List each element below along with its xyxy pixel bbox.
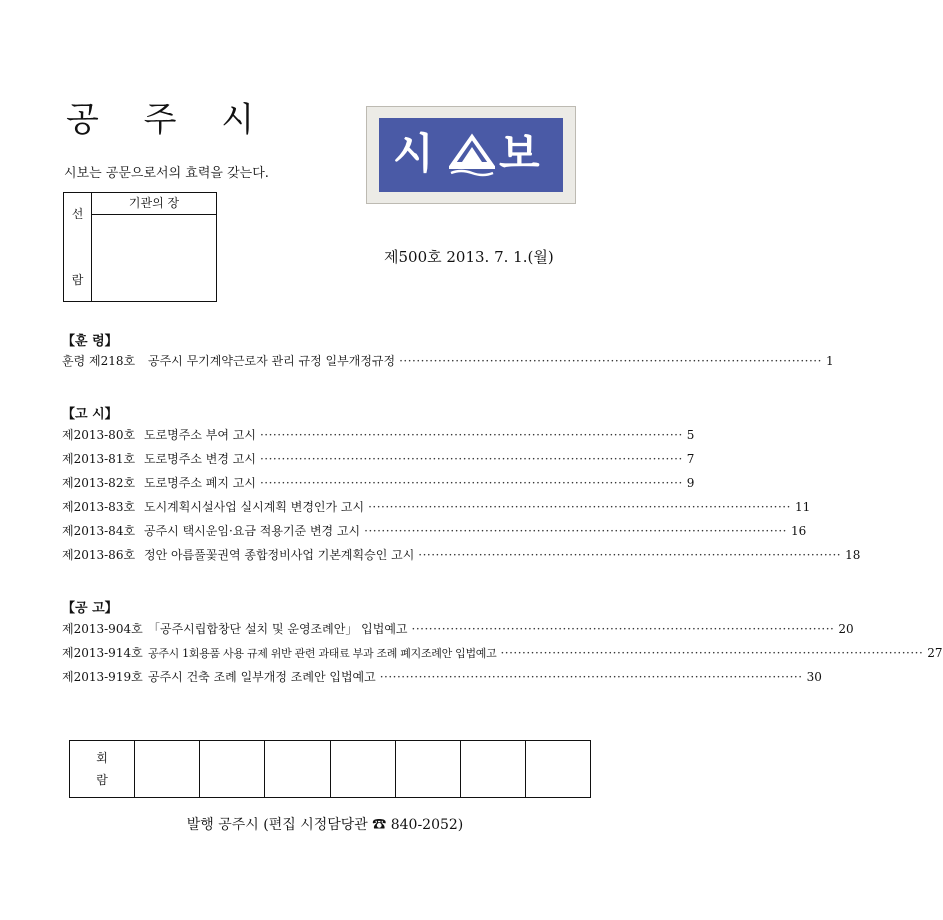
toc-title: 도로명주소 폐지 고시 [144,476,256,490]
routing-label-bottom: 람 [71,273,84,287]
toc-row[interactable] [62,621,854,637]
toc-title: 공주시 무기계약근로자 관리 규정 일부개정규정 [148,354,396,368]
routing-table [63,192,217,302]
toc-leader: ·································································································· [411,622,835,636]
toc-row[interactable] [62,353,834,369]
toc-leader: ·································································································· [418,548,842,562]
toc-leader: ·································································································· [364,524,787,538]
section-title: 【고 시】 [62,407,118,422]
toc-title: 정안 아름풀꽃권역 종합정비사업 기본계획승인 고시 [144,548,415,562]
toc-title: 도시계획시설사업 실시계획 변경인가 고시 [144,500,365,514]
toc-title: 도로명주소 변경 고시 [144,452,256,466]
toc-title: 공주시 건축 조례 일부개정 조례안 입법예고 [148,670,376,684]
toc-number: 제2013-919호 [62,670,143,684]
toc-title: 도로명주소 부여 고시 [144,428,256,442]
toc-number: 훈령 제218호 [62,354,136,368]
toc-leader: ·································································································· [259,476,683,490]
circulation-cell [134,741,199,797]
routing-label-top: 선 [71,207,84,221]
circulation-label-cell [70,741,134,797]
toc-page: 30 [806,670,822,684]
toc-leader: ·································································································· [259,452,683,466]
circulation-table [69,740,591,798]
circulation-label-bottom: 람 [96,773,108,787]
circulation-cell [264,741,329,797]
toc-page: 16 [790,524,807,538]
sibo-logo [366,106,576,204]
toc-number: 제2013-904호 [62,622,143,636]
toc-row[interactable] [62,499,811,515]
circulation-cell [525,741,590,797]
toc-title: 「공주시립합창단 설치 및 운영조례안」 입법예고 [148,622,408,636]
toc-number: 제2013-83호 [62,500,136,514]
toc-number: 제2013-82호 [62,476,136,490]
circulation-label-top: 회 [96,751,108,765]
section-title: 【훈 령】 [62,334,118,349]
toc-page: 7 [686,452,695,466]
toc-number: 제2013-80호 [62,428,136,442]
toc-row[interactable] [62,669,822,685]
toc-leader: ·································································································· [500,646,924,660]
publisher-footer: 발행 공주시 (편집 시정담당관 ☎ 840-2052) [186,817,464,833]
routing-header: 기관의 장 [92,193,216,215]
toc-title: 공주시 택시운임·요금 적용기준 변경 고시 [144,524,361,538]
toc-row[interactable] [62,645,943,662]
toc-row[interactable] [62,475,695,491]
toc-leader: ·································································································· [259,428,683,442]
toc-row[interactable] [62,547,861,563]
circulation-cell [395,741,460,797]
toc-number: 제2013-86호 [62,548,136,562]
logo-char-bo: 보 [499,129,540,178]
toc-leader: ·································································································· [379,670,803,684]
logo-char-si: 시 [393,129,434,178]
circulation-cell [330,741,395,797]
toc-leader: ·································································································· [368,500,791,514]
toc-page: 20 [838,622,854,636]
toc-page: 1 [825,354,834,368]
toc-number: 제2013-81호 [62,452,136,466]
toc-number: 제2013-914호 [62,646,143,660]
circulation-cell [460,741,525,797]
toc-row[interactable] [62,451,695,467]
toc-number: 제2013-84호 [62,524,136,538]
toc-title: 공주시 1회용품 사용 규제 위반 관련 과태료 부과 조례 폐지조례안 입법예고 [148,647,497,660]
gongju-emblem-icon [447,134,497,176]
toc-row[interactable] [62,523,807,539]
routing-label-column [64,193,92,301]
issue-number: 제500호 2013. 7. 1.(월) [384,248,554,266]
effect-note: 시보는 공문으로서의 효력을 갖는다. [64,166,269,181]
toc-row[interactable] [62,427,695,443]
circulation-cell [199,741,264,797]
toc-leader: ·································································································· [399,354,822,368]
toc-page: 9 [686,476,695,490]
toc-page: 5 [686,428,695,442]
toc-page: 11 [794,500,811,514]
city-title: 공 주 시 [66,100,272,140]
toc-page: 18 [845,548,861,562]
section-title: 【공 고】 [62,601,118,616]
toc-page: 27 [927,646,943,660]
